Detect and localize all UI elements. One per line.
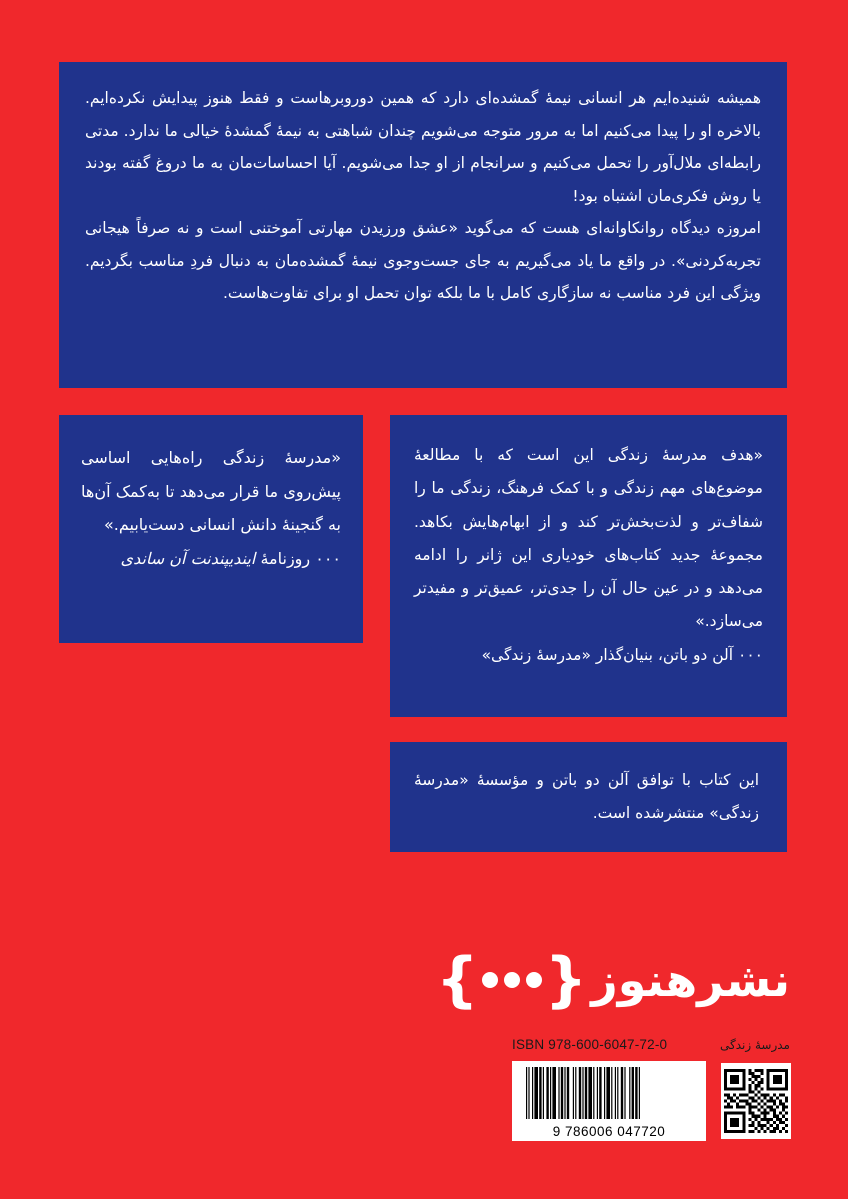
attribution-prefix: ۰۰۰ روزنامهٔ bbox=[260, 548, 341, 568]
description-paragraph-2: امروزه دیدگاه روانکاوانه‌ای هست که می‌گوید «عشق ورزیدن مهارتی آموختنی است و نه صرفاً هیجانی تجربه‌کردنی». در واقع ما یاد می‌گیریم به جای جست‌وجوی نیمهٔ گمشده‌مان به دنبال فردِ مناسب بگردیم. ویژگی این فرد مناسب نه سازگاری کامل با ما بلکه توان تحمل او برای تفاوت‌هاست. bbox=[85, 219, 761, 302]
publication-note-text: این کتاب با توافق آلن دو باتن و مؤسسهٔ «مدرسهٔ زندگی» منتشرشده است. bbox=[414, 771, 759, 822]
barcode bbox=[512, 1061, 706, 1141]
logo-dot-icon bbox=[504, 972, 520, 988]
attribution-source: ایندیپندنت آن ساندی bbox=[120, 548, 256, 568]
publisher-logo bbox=[435, 940, 790, 1020]
description-box bbox=[59, 62, 787, 388]
logo-dot-icon bbox=[526, 972, 542, 988]
barcode-number: 9 786006 047720 bbox=[552, 1124, 666, 1139]
publication-note-box bbox=[390, 742, 787, 852]
series-label: مدرسهٔ زندگی bbox=[720, 1038, 790, 1052]
qr-code-icon bbox=[721, 1063, 791, 1139]
publisher-logo-word: نشرهنوز bbox=[591, 953, 790, 1007]
de-botton-quote-text: «هدف مدرسهٔ زندگی این است که با مطالعهٔ موضوع‌های مهم زندگی و با کمک فرهنگ، زندگی ما را شفاف‌تر و لذت‌بخش‌تر کند و از ابهام‌هایش بکاهد. مجموعهٔ جدید کتاب‌های خودیاری این ژانر را ادامه می‌دهد و در عین حال آن را جدی‌تر، عمیق‌تر و مفیدتر می‌سازد.» bbox=[414, 446, 763, 631]
isbn-text: ISBN 978-600-6047-72-0 bbox=[512, 1037, 668, 1052]
independent-quote-attribution bbox=[81, 542, 341, 576]
description-paragraph-1: همیشه شنیده‌ایم هر انسانی نیمهٔ گمشده‌ای دارد که همین دوروبرهاست و فقط هنوز پیدایش نکرده‌ایم. بالاخره او را پیدا می‌کنیم اما به مرور متوجه می‌شویم چندان شباهتی به نیمهٔ گمشدهٔ خیالی ما ندارد. مدتی رابطه‌ای ملال‌آور را تحمل می‌کنیم و سرانجام از او جدا می‌شویم. آیا احساسات‌مان به ما دروغ گفته بودند یا روش فکری‌مان اشتباه بود! bbox=[85, 89, 761, 205]
de-botton-quote-box bbox=[390, 415, 787, 717]
de-botton-quote-attribution: ۰۰۰ آلن دو باتن، بنیان‌گذار «مدرسهٔ زندگی» bbox=[481, 645, 763, 664]
barcode-bars-icon bbox=[526, 1067, 692, 1119]
publisher-logo-braces-icon: { } bbox=[435, 945, 588, 1015]
independent-quote-text: «مدرسهٔ زندگی راه‌هایی اساسی پیش‌روی ما قرار می‌دهد تا به‌کمک آن‌ها به گنجینهٔ دانش انسانی دست‌یابیم.» bbox=[81, 448, 341, 534]
logo-dot-icon bbox=[482, 972, 498, 988]
independent-quote-box bbox=[59, 415, 363, 643]
